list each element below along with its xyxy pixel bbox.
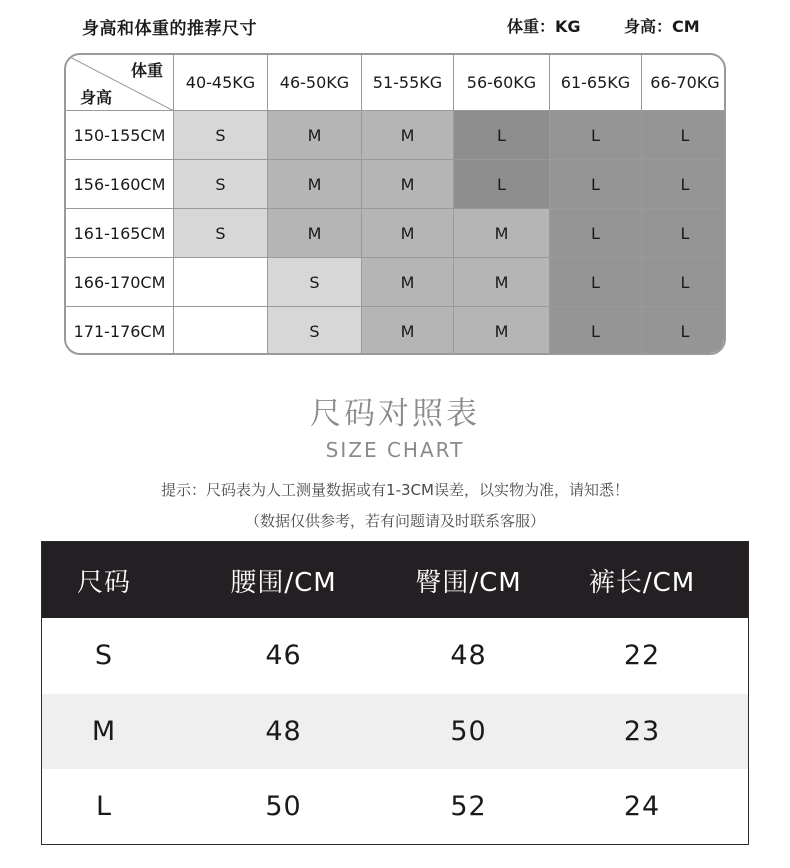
recommend-title: 身高和体重的推荐尺寸 bbox=[82, 19, 257, 39]
length-value: 22 bbox=[623, 640, 661, 672]
size-cell: M bbox=[268, 111, 362, 160]
waist-value: 48 bbox=[265, 715, 302, 747]
size-cell: M bbox=[362, 307, 454, 355]
size-cell: L bbox=[642, 307, 726, 355]
size-cell: M bbox=[454, 209, 550, 258]
header-size: 尺码 bbox=[76, 567, 131, 598]
size-chart-title: 尺码对照表 bbox=[310, 396, 480, 432]
weight-header: 51-55KG bbox=[362, 55, 454, 111]
size-cell: L bbox=[642, 209, 726, 258]
hip-value: 52 bbox=[450, 791, 487, 823]
size-cell: M bbox=[268, 209, 362, 258]
reference-note: （数据仅供参考，若有问题请及时联系客服） bbox=[244, 512, 545, 530]
size-cell: L bbox=[550, 160, 642, 209]
size-cell: L bbox=[454, 111, 550, 160]
height-label: 150-155CM bbox=[66, 111, 174, 160]
size-cell: L bbox=[454, 160, 550, 209]
size-cell: M bbox=[362, 160, 454, 209]
hip-value: 50 bbox=[450, 715, 487, 747]
height-unit-label: 身高：CM bbox=[624, 17, 700, 36]
size-cell: L bbox=[550, 111, 642, 160]
height-label: 156-160CM bbox=[66, 160, 174, 209]
weight-header: 61-65KG bbox=[550, 55, 642, 111]
height-label: 161-165CM bbox=[66, 209, 174, 258]
header-hip: 臀围/CM bbox=[415, 567, 522, 598]
length-value: 24 bbox=[623, 791, 661, 823]
waist-value: 50 bbox=[265, 791, 302, 823]
height-label: 166-170CM bbox=[66, 258, 174, 307]
size-cell bbox=[174, 258, 268, 307]
table-row bbox=[42, 618, 748, 694]
height-label: 171-176CM bbox=[66, 307, 174, 355]
waist-value: 46 bbox=[265, 640, 302, 672]
size-cell: S bbox=[268, 307, 362, 355]
size-cell: M bbox=[362, 209, 454, 258]
size-cell: S bbox=[174, 111, 268, 160]
corner-weight-label: 体重 bbox=[130, 61, 163, 80]
weight-header: 46-50KG bbox=[268, 55, 362, 111]
size-cell: L bbox=[550, 209, 642, 258]
corner-height-label: 身高 bbox=[80, 88, 113, 107]
size-value: S bbox=[94, 640, 114, 672]
weight-unit-label: 体重：KG bbox=[507, 17, 581, 36]
size-value: M bbox=[91, 715, 117, 747]
size-cell: L bbox=[642, 160, 726, 209]
length-value: 23 bbox=[623, 715, 661, 747]
table-row bbox=[42, 769, 748, 845]
table-row bbox=[42, 694, 748, 770]
size-cell: M bbox=[454, 258, 550, 307]
weight-header: 66-70KG bbox=[642, 55, 726, 111]
size-value: L bbox=[95, 791, 113, 823]
header-length: 裤长/CM bbox=[588, 567, 696, 598]
size-cell: S bbox=[174, 209, 268, 258]
size-cell: L bbox=[550, 258, 642, 307]
hip-value: 48 bbox=[450, 640, 487, 672]
size-cell: M bbox=[268, 160, 362, 209]
size-cell: L bbox=[642, 258, 726, 307]
recommend-size-table bbox=[64, 53, 726, 355]
size-cell: L bbox=[550, 307, 642, 355]
size-chart-subtitle: SIZE CHART bbox=[325, 438, 465, 462]
size-cell: M bbox=[362, 258, 454, 307]
size-cell: M bbox=[362, 111, 454, 160]
weight-header: 56-60KG bbox=[454, 55, 550, 111]
header-waist: 腰围/CM bbox=[230, 567, 337, 598]
table-corner-header bbox=[66, 55, 174, 111]
size-cell: M bbox=[454, 307, 550, 355]
weight-header: 40-45KG bbox=[174, 55, 268, 111]
size-cell: S bbox=[268, 258, 362, 307]
size-chart-table bbox=[41, 541, 749, 845]
size-chart-header-row bbox=[42, 542, 748, 618]
size-cell: L bbox=[642, 111, 726, 160]
size-cell bbox=[174, 307, 268, 355]
size-cell: S bbox=[174, 160, 268, 209]
measurement-note: 提示：尺码表为人工测量数据或有1-3CM误差，以实物为准，请知悉！ bbox=[161, 481, 629, 499]
